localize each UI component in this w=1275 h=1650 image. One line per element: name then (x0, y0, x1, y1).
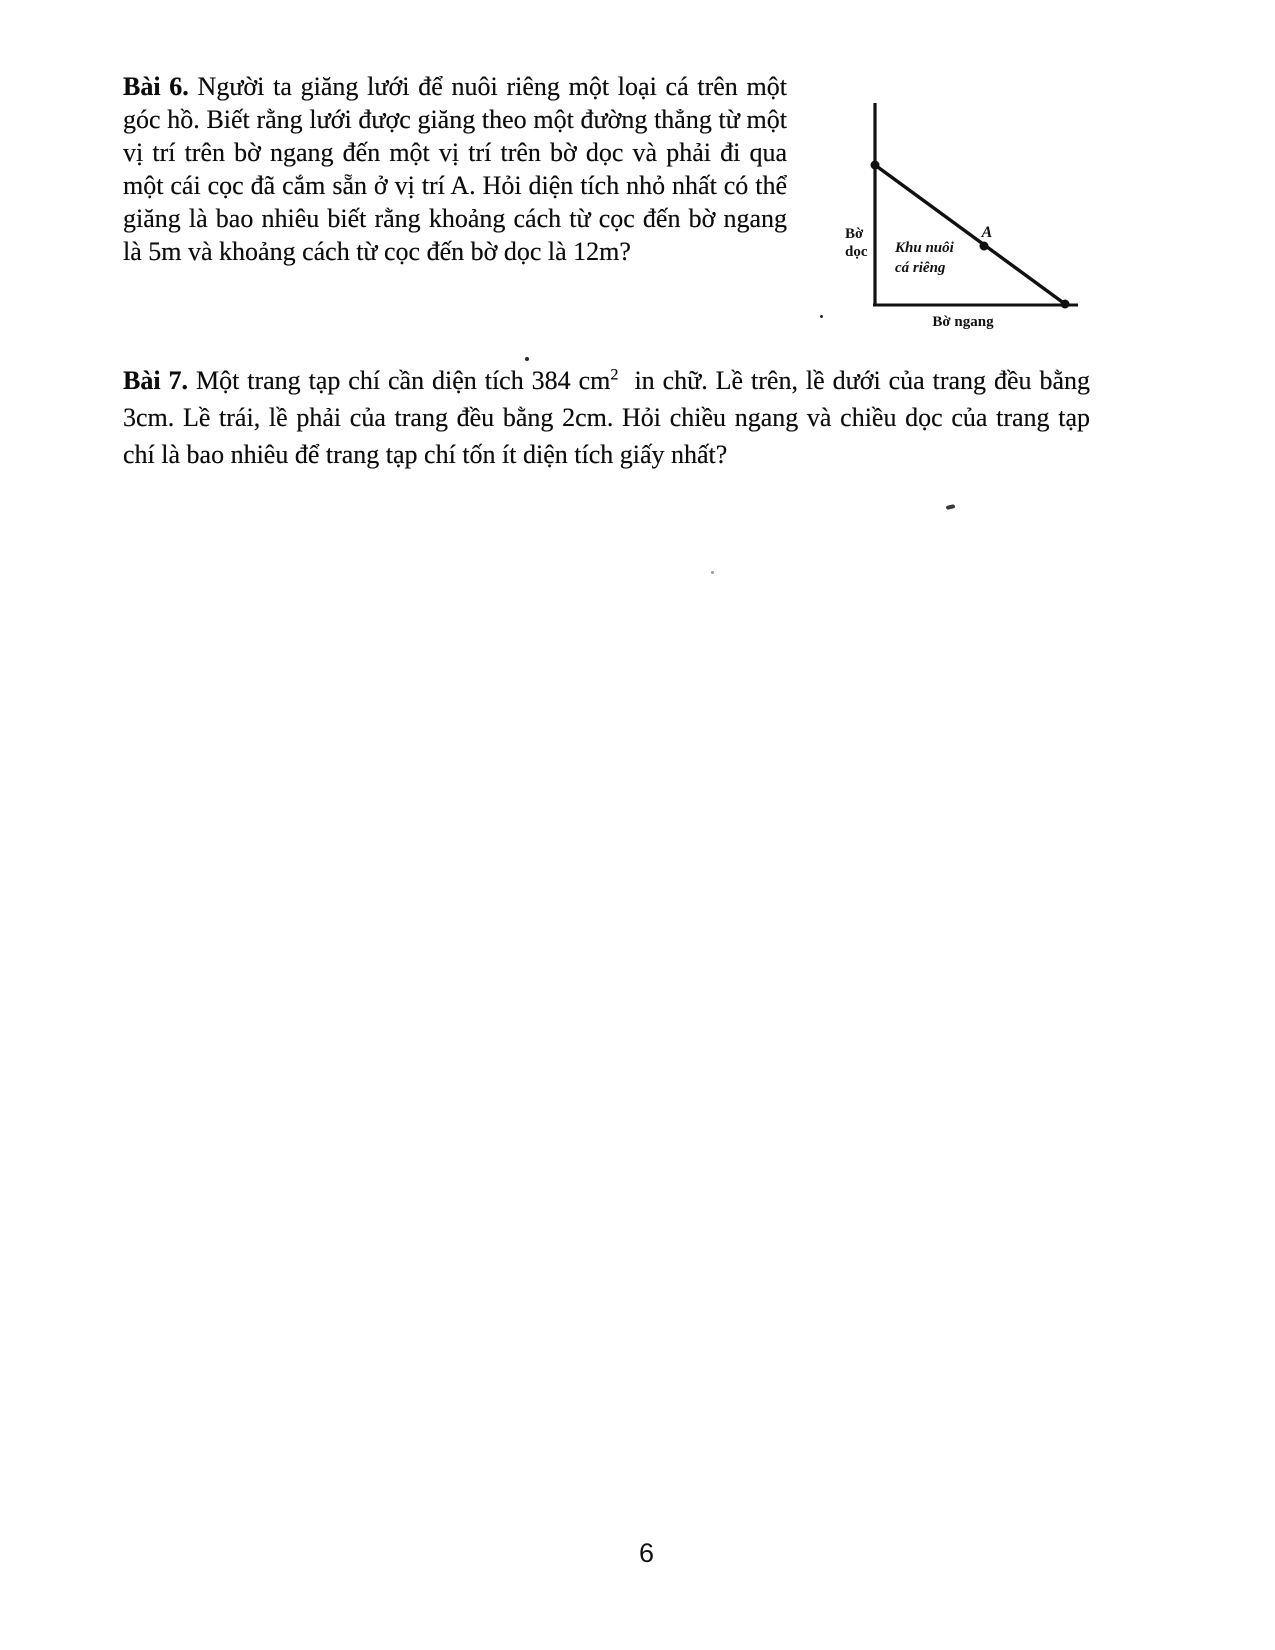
scan-speck (946, 504, 956, 510)
problem-6-line-3: vị trí trên bờ ngang đến một vị trí trên bờ dọc và phải đi qua (123, 138, 787, 167)
fish-pond-diagram-canvas (833, 95, 1083, 340)
problem-7-line-1 (123, 362, 1090, 399)
problem-7-line-1-text-b: in chữ. Lề trên, lề dưới của trang đều bằng (634, 366, 1091, 395)
point-a-dot (980, 242, 989, 251)
problem-6-line-5: giăng là bao nhiêu biết rằng khoảng cách từ cọc đến bờ ngang (123, 204, 787, 233)
fish-pond-diagram (833, 95, 1083, 340)
problem-6-line-1 (123, 70, 787, 103)
point-a-label: A (981, 224, 993, 241)
problem-7-label: Bài 7. (123, 366, 189, 395)
net-endpoint-dot-horizontal (1061, 300, 1070, 309)
horizontal-bank-label: Bờ ngang (932, 314, 994, 330)
problem-7-line-2: 3cm. Lề trái, lề phải của trang đều bằng 2cm. Hỏi chiều ngang và chiều dọc của trang tạp (123, 403, 1090, 432)
problem-6-line-4: một cái cọc đã cắm sẵn ở vị trí A. Hỏi diện tích nhỏ nhất có thể (123, 171, 787, 200)
problem-7-line-3: chí là bao nhiêu để trang tạp chí tốn ít diện tích giấy nhất? (123, 440, 728, 469)
net-endpoint-dot-vertical (871, 161, 880, 170)
region-label-line2: cá riêng (895, 260, 946, 276)
problem-6-label: Bài 6. (123, 72, 189, 101)
vertical-bank-label-line1: Bờ (845, 226, 864, 242)
problem-7-text (123, 362, 1090, 473)
net-line (875, 165, 1065, 304)
scan-speck (820, 315, 823, 318)
problem-6-line-6: là 5m và khoảng cách từ cọc đến bờ dọc là 12m? (123, 237, 631, 266)
problem-6-text (123, 70, 787, 268)
problem-6-line-1-text: Người ta giăng lưới để nuôi riêng một loại cá trên một (188, 72, 787, 101)
scan-speck (711, 571, 714, 574)
superscript-2: 2 (610, 366, 619, 384)
scan-speck (525, 357, 529, 361)
problem-6-line-2: góc hồ. Biết rằng lưới được giăng theo một đường thẳng từ một (123, 105, 787, 134)
page-number: 6 (638, 1538, 655, 1568)
vertical-bank-label-line2: dọc (845, 244, 868, 260)
problem-7-line-1-text-a: Một trang tạp chí cần diện tích 384 cm (188, 366, 611, 395)
region-label-line1: Khu nuôi (895, 240, 954, 256)
